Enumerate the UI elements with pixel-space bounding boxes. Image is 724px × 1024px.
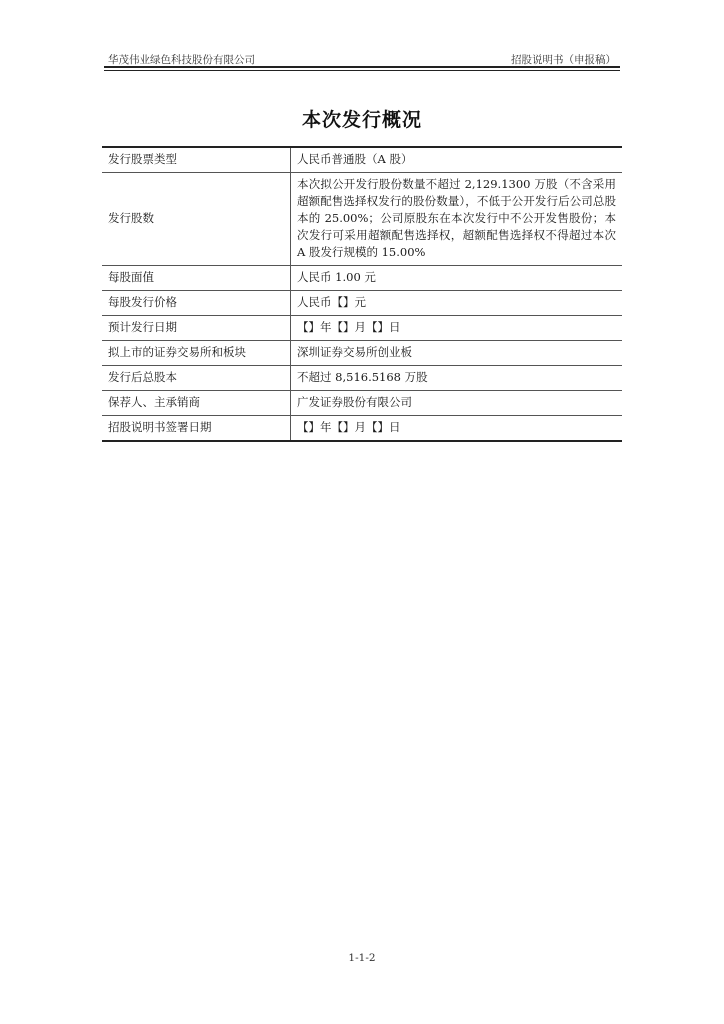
row-value: 广发证券股份有限公司 (291, 391, 623, 416)
row-label: 每股发行价格 (102, 291, 291, 316)
table-row (102, 316, 622, 341)
table-row (102, 266, 622, 291)
table-row (102, 291, 622, 316)
page-title: 本次发行概况 (301, 109, 422, 131)
header-company-name: 华茂伟业绿色科技股份有限公司 (108, 54, 255, 66)
row-value: 【】年【】月【】日 (291, 316, 623, 341)
table-row (102, 173, 622, 266)
row-value: 本次拟公开发行股份数量不超过 2,129.1300 万股（不含采用超额配售选择权发行的股份数量），不低于公开发行后公司总股本的 25.00%；公司原股东在本次发行中不公开发售股份；本次发行可采用超额配售选择权，超额配售选择权不得超过本次 A 股发行规模的 15.00% (291, 173, 623, 266)
row-value: 【】年【】月【】日 (291, 416, 623, 442)
row-value: 深圳证券交易所创业板 (291, 341, 623, 366)
row-value: 人民币 1.00 元 (291, 266, 623, 291)
row-label: 发行股数 (102, 173, 291, 266)
header-rule-thin (104, 70, 620, 71)
offering-overview-table (102, 146, 622, 442)
row-label: 发行股票类型 (102, 147, 291, 173)
header-rule-thick (104, 66, 620, 68)
table-row (102, 147, 622, 173)
row-value: 人民币【】元 (291, 291, 623, 316)
table-row (102, 341, 622, 366)
row-value: 不超过 8,516.5168 万股 (291, 366, 623, 391)
row-label: 招股说明书签署日期 (102, 416, 291, 442)
table-row (102, 416, 622, 442)
row-label: 拟上市的证券交易所和板块 (102, 341, 291, 366)
page-number: 1-1-2 (348, 952, 376, 964)
row-label: 每股面值 (102, 266, 291, 291)
table-row (102, 391, 622, 416)
row-value: 人民币普通股（A 股） (291, 147, 623, 173)
row-label: 发行后总股本 (102, 366, 291, 391)
row-label: 保荐人、主承销商 (102, 391, 291, 416)
page-header (104, 50, 620, 66)
table-row (102, 366, 622, 391)
header-document-type: 招股说明书（申报稿） (511, 54, 616, 66)
row-label: 预计发行日期 (102, 316, 291, 341)
